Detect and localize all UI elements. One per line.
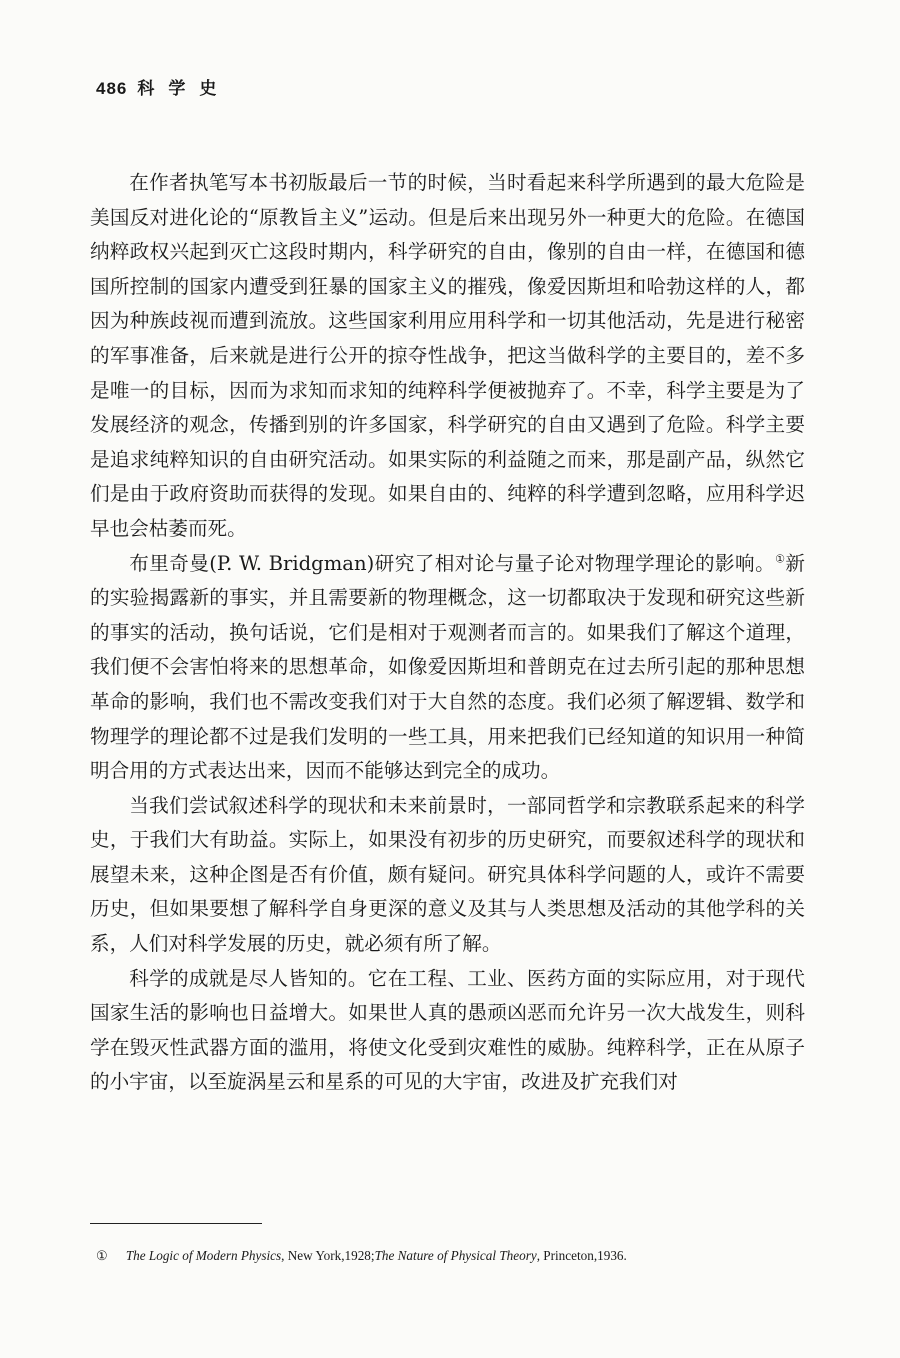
footnote <box>96 1248 806 1264</box>
paragraph-2 <box>90 547 805 789</box>
paragraph-2-text-b: 新的实验揭露新的事实，并且需要新的物理概念，这一切都取决于发现和研究这些新的事实的活动，换句话说，它们是相对于观测者而言的。如果我们了解这个道理，我们便不会害怕将来的思想革命，如像爱因斯坦和普朗克在过去所引起的那种思想革命的影响，我们也不需改变我们对于大自然的态度。我们必须了解逻辑、数学和物理学的理论都不过是我们发明的一些工具，用来把我们已经知道的知识用一种简明合用的方式表达出来，因而不能够达到完全的成功。 <box>90 551 805 783</box>
paragraph-2-text-a: 布里奇曼(P. W. Bridgman)研究了相对论与量子论对物理学理论的影响。 <box>129 551 776 575</box>
footnote-publisher-1: , New York,1928; <box>281 1248 375 1263</box>
paragraph-4: 科学的成就是尽人皆知的。它在工程、工业、医药方面的实际应用，对于现代国家生活的影响也日益增大。如果世人真的愚顽凶恶而允许另一次大战发生，则科学在毁灭性武器方面的滥用，将使文化受到灾难性的威胁。纯粹科学，正在从原子的小宇宙，以至旋涡星云和星系的可见的大宇宙，改进及扩充我们对 <box>90 966 805 1094</box>
page-number: 486 <box>96 79 128 98</box>
paragraph-1: 在作者执笔写本书初版最后一节的时候，当时看起来科学所遇到的最大危险是美国反对进化论的“原教旨主义”运动。但是后来出现另外一种更大的危险。在德国纳粹政权兴起到灭亡这段时期内，科学研究的自由，像别的自由一样，在德国和德国所控制的国家内遭受到狂暴的国家主义的摧残，像爱因斯坦和哈勃这样的人，都因为种族歧视而遭到流放。这些国家利用应用科学和一切其他活动，先是进行秘密的军事准备，后来就是进行公开的掠夺性战争，把这当做科学的主要目的，差不多是唯一的目标，因而为求知而求知的纯粹科学便被抛弃了。不幸，科学主要是为了发展经济的观念，传播到别的许多国家，科学研究的自由又遇到了危险。科学主要是追求纯粹知识的自由研究活动。如果实际的利益随之而来，那是副产品，纵然它们是由于政府资助而获得的发现。如果自由的、纯粹的科学遭到忽略，应用科学迟早也会枯萎而死。 <box>90 171 805 540</box>
footnote-reference[interactable]: ① <box>775 552 786 565</box>
paragraph-3: 当我们尝试叙述科学的现状和未来前景时，一部同哲学和宗教联系起来的科学史，于我们大有助益。实际上，如果没有初步的历史研究，而要叙述科学的现状和展望未来，这种企图是否有价值，颇有疑问。研究具体科学问题的人，或许不需要历史，但如果要想了解科学自身更深的意义及其与人类思想及活动的其他学科的关系，人们对科学发展的历史，就必须有所了解。 <box>90 793 805 956</box>
book-title: 科学史 <box>137 79 231 99</box>
body-text <box>90 166 805 1100</box>
footnote-divider <box>90 1223 262 1224</box>
footnote-title-1: The Logic of Modern Physics <box>125 1248 282 1263</box>
footnote-marker: ① <box>96 1248 108 1263</box>
footnote-publisher-2: , Princeton,1936. <box>536 1248 627 1263</box>
footnote-title-2: The Nature of Physical Theory <box>374 1248 537 1263</box>
running-header <box>96 74 230 99</box>
